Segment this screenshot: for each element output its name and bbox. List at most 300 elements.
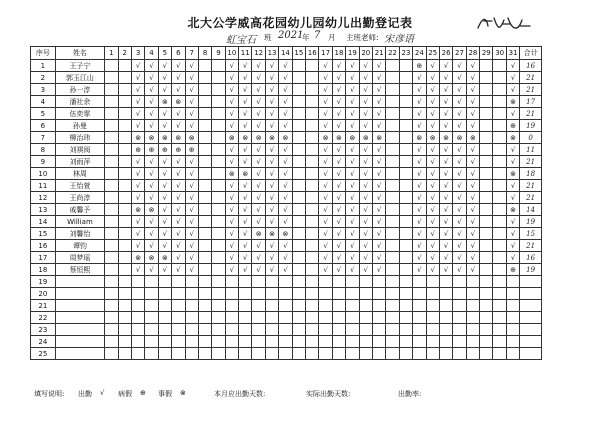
present-check-icon: √: [185, 264, 198, 276]
day-cell: [198, 216, 211, 228]
present-check-icon: √: [279, 252, 292, 264]
present-check-icon: √: [172, 264, 185, 276]
student-name: William: [55, 216, 104, 228]
table-row: [31, 252, 542, 264]
present-check-icon: √: [239, 216, 252, 228]
day-cell: [399, 180, 412, 192]
present-check-icon: √: [145, 120, 158, 132]
present-check-icon: √: [359, 156, 372, 168]
day-cell: [118, 192, 131, 204]
personal-leave-icon: ⊗: [172, 96, 185, 108]
personal-leave-icon: ⊗: [372, 132, 385, 144]
day-cell: [346, 336, 359, 348]
present-check-icon: √: [426, 216, 439, 228]
present-check-icon: √: [453, 96, 466, 108]
personal-leave-icon: ⊗: [506, 168, 519, 180]
table-row: [31, 300, 542, 312]
day-cell: [265, 336, 278, 348]
day-cell: [105, 264, 118, 276]
present-check-icon: √: [466, 168, 479, 180]
present-check-icon: √: [145, 180, 158, 192]
present-check-icon: √: [439, 60, 452, 72]
day-cell: [493, 156, 506, 168]
header-day-4: 4: [145, 47, 158, 60]
present-check-icon: √: [372, 264, 385, 276]
day-cell: [386, 336, 399, 348]
present-check-icon: √: [453, 180, 466, 192]
day-cell: [105, 276, 118, 288]
day-cell: [105, 132, 118, 144]
present-check-icon: √: [279, 216, 292, 228]
day-cell: [198, 324, 211, 336]
day-cell: [105, 192, 118, 204]
day-cell: [493, 132, 506, 144]
student-name: 伍奕霏: [55, 108, 104, 120]
table-row: [31, 192, 542, 204]
present-check-icon: √: [239, 264, 252, 276]
day-cell: [426, 276, 439, 288]
day-cell: [118, 348, 131, 360]
day-cell: [480, 252, 493, 264]
present-check-icon: √: [279, 144, 292, 156]
present-check-icon: √: [279, 120, 292, 132]
day-cell: [359, 336, 372, 348]
day-cell: [480, 108, 493, 120]
present-check-icon: √: [239, 96, 252, 108]
present-check-icon: √: [372, 120, 385, 132]
present-check-icon: √: [172, 84, 185, 96]
personal-leave-icon: ⊗: [346, 132, 359, 144]
present-check-icon: √: [372, 144, 385, 156]
present-check-icon: √: [319, 156, 332, 168]
row-total: 21: [520, 72, 542, 84]
present-check-icon: √: [506, 240, 519, 252]
present-check-icon: √: [145, 96, 158, 108]
row-number: 1: [31, 60, 56, 72]
student-name: 蔡恒熙: [55, 264, 104, 276]
day-cell: [359, 300, 372, 312]
day-cell: [506, 288, 519, 300]
day-cell: [105, 204, 118, 216]
present-check-icon: √: [158, 168, 171, 180]
table-row: [31, 216, 542, 228]
day-cell: [225, 276, 238, 288]
present-check-icon: √: [145, 192, 158, 204]
day-cell: [118, 120, 131, 132]
day-cell: [198, 228, 211, 240]
present-check-icon: √: [439, 120, 452, 132]
present-check-icon: √: [172, 204, 185, 216]
present-check-icon: √: [131, 180, 144, 192]
header-day-26: 26: [439, 47, 452, 60]
present-check-icon: √: [225, 144, 238, 156]
header-day-18: 18: [332, 47, 345, 60]
present-check-icon: √: [252, 96, 265, 108]
student-name: 柳治玮: [55, 132, 104, 144]
present-check-icon: √: [279, 264, 292, 276]
day-cell: [198, 252, 211, 264]
present-check-icon: √: [332, 84, 345, 96]
present-check-icon: √: [252, 204, 265, 216]
day-cell: [399, 300, 412, 312]
header-day-31: 31: [506, 47, 519, 60]
day-cell: [399, 204, 412, 216]
present-check-icon: √: [359, 252, 372, 264]
present-check-icon: √: [131, 264, 144, 276]
student-name: 刘祺阅: [55, 144, 104, 156]
day-cell: [386, 60, 399, 72]
day-cell: [386, 180, 399, 192]
day-cell: [480, 156, 493, 168]
personal-leave-icon: ⊗: [145, 252, 158, 264]
present-check-icon: √: [413, 84, 426, 96]
day-cell: [306, 108, 319, 120]
present-check-icon: √: [252, 156, 265, 168]
day-cell: [292, 216, 305, 228]
day-cell: [506, 300, 519, 312]
row-number: 11: [31, 180, 56, 192]
present-check-icon: √: [265, 72, 278, 84]
day-cell: [372, 324, 385, 336]
sick-leave-icon: ⊕: [413, 60, 426, 72]
day-cell: [399, 144, 412, 156]
present-check-icon: √: [466, 216, 479, 228]
student-name: [55, 276, 104, 288]
present-check-icon: √: [439, 192, 452, 204]
present-check-icon: √: [172, 240, 185, 252]
personal-leave-icon: ⊗: [426, 132, 439, 144]
day-cell: [212, 312, 225, 324]
present-check-icon: √: [332, 96, 345, 108]
legend: [0, 389, 600, 403]
present-check-icon: √: [359, 84, 372, 96]
day-cell: [386, 312, 399, 324]
day-cell: [386, 96, 399, 108]
present-check-icon: √: [158, 180, 171, 192]
present-check-icon: √: [131, 60, 144, 72]
day-cell: [198, 96, 211, 108]
present-check-icon: √: [453, 204, 466, 216]
present-check-icon: √: [185, 60, 198, 72]
row-number: 12: [31, 192, 56, 204]
day-cell: [212, 324, 225, 336]
day-cell: [105, 60, 118, 72]
day-cell: [493, 336, 506, 348]
day-cell: [265, 276, 278, 288]
present-check-icon: √: [172, 216, 185, 228]
day-cell: [198, 108, 211, 120]
present-check-icon: √: [426, 60, 439, 72]
day-cell: [118, 324, 131, 336]
year-value: 2021: [278, 30, 304, 41]
present-check-icon: √: [453, 240, 466, 252]
present-check-icon: √: [332, 240, 345, 252]
day-cell: [413, 288, 426, 300]
day-cell: [453, 336, 466, 348]
day-cell: [198, 336, 211, 348]
day-cell: [279, 276, 292, 288]
row-total: 19: [520, 264, 542, 276]
day-cell: [118, 288, 131, 300]
row-total: 19: [520, 216, 542, 228]
table-row: [31, 204, 542, 216]
present-check-icon: √: [185, 252, 198, 264]
day-cell: [332, 324, 345, 336]
row-number: 3: [31, 84, 56, 96]
sick-circle-plus-icon: ⊕: [140, 389, 146, 397]
day-cell: [105, 228, 118, 240]
row-number: 13: [31, 204, 56, 216]
present-check-icon: √: [319, 72, 332, 84]
day-cell: [225, 300, 238, 312]
present-check-icon: √: [426, 96, 439, 108]
day-cell: [493, 96, 506, 108]
row-number: 10: [31, 168, 56, 180]
present-check-icon: √: [319, 96, 332, 108]
day-cell: [239, 300, 252, 312]
header-number: 序号: [31, 47, 56, 60]
day-cell: [185, 348, 198, 360]
day-cell: [105, 72, 118, 84]
day-cell: [359, 348, 372, 360]
present-check-icon: √: [466, 72, 479, 84]
day-cell: [198, 240, 211, 252]
day-cell: [118, 216, 131, 228]
day-cell: [480, 312, 493, 324]
present-check-icon: √: [332, 192, 345, 204]
day-cell: [105, 300, 118, 312]
present-check-icon: √: [346, 192, 359, 204]
present-check-icon: √: [372, 84, 385, 96]
day-cell: [252, 348, 265, 360]
actual-days-label: 实际出勤天数:: [306, 390, 351, 398]
day-cell: [158, 288, 171, 300]
present-check-icon: √: [372, 192, 385, 204]
student-name: 王子宁: [55, 60, 104, 72]
day-cell: [292, 192, 305, 204]
present-check-icon: √: [439, 84, 452, 96]
day-cell: [292, 72, 305, 84]
day-cell: [306, 324, 319, 336]
present-check-icon: √: [319, 192, 332, 204]
day-cell: [279, 324, 292, 336]
day-cell: [105, 168, 118, 180]
row-total: [520, 276, 542, 288]
day-cell: [426, 300, 439, 312]
row-total: [520, 336, 542, 348]
day-cell: [399, 96, 412, 108]
student-name: [55, 300, 104, 312]
day-cell: [346, 312, 359, 324]
day-cell: [306, 312, 319, 324]
day-cell: [506, 276, 519, 288]
header-day-22: 22: [386, 47, 399, 60]
present-check-icon: √: [439, 96, 452, 108]
present-check-icon: √: [145, 60, 158, 72]
day-cell: [506, 348, 519, 360]
sick-leave-icon: ⊕: [506, 120, 519, 132]
personal-leave-icon: ⊗: [131, 204, 144, 216]
present-check-icon: √: [185, 96, 198, 108]
header-day-12: 12: [252, 47, 265, 60]
present-check-icon: √: [158, 60, 171, 72]
present-check-icon: √: [346, 96, 359, 108]
day-cell: [399, 312, 412, 324]
day-cell: [225, 312, 238, 324]
present-check-icon: √: [439, 156, 452, 168]
student-name: [55, 324, 104, 336]
day-cell: [118, 72, 131, 84]
table-row: [31, 120, 542, 132]
day-cell: [158, 300, 171, 312]
day-cell: [239, 336, 252, 348]
row-total: [520, 300, 542, 312]
day-cell: [158, 348, 171, 360]
day-cell: [212, 72, 225, 84]
present-check-icon: √: [239, 156, 252, 168]
day-cell: [292, 84, 305, 96]
day-cell: [118, 240, 131, 252]
day-cell: [480, 228, 493, 240]
day-cell: [493, 324, 506, 336]
personal-leave-icon: ⊗: [131, 252, 144, 264]
header-day-20: 20: [359, 47, 372, 60]
day-cell: [493, 300, 506, 312]
day-cell: [105, 84, 118, 96]
personal-leave-icon: ⊗: [131, 132, 144, 144]
day-cell: [359, 288, 372, 300]
header-day-11: 11: [239, 47, 252, 60]
day-cell: [306, 228, 319, 240]
day-cell: [118, 60, 131, 72]
present-check-icon: √: [413, 168, 426, 180]
day-cell: [252, 276, 265, 288]
personal-leave-icon: ⊗: [413, 132, 426, 144]
present-check-icon: √: [439, 144, 452, 156]
day-cell: [265, 312, 278, 324]
present-check-icon: √: [158, 84, 171, 96]
present-check-icon: √: [225, 204, 238, 216]
table-row: [31, 156, 542, 168]
sick-leave-icon: ⊕: [158, 144, 171, 156]
student-name: 周梦瑶: [55, 252, 104, 264]
day-cell: [212, 264, 225, 276]
present-check-icon: √: [225, 228, 238, 240]
present-check-icon: √: [426, 240, 439, 252]
present-check-icon: √: [252, 60, 265, 72]
day-cell: [480, 276, 493, 288]
day-cell: [158, 336, 171, 348]
day-cell: [332, 288, 345, 300]
day-cell: [332, 276, 345, 288]
day-cell: [198, 180, 211, 192]
day-cell: [306, 300, 319, 312]
row-number: 14: [31, 216, 56, 228]
day-cell: [386, 288, 399, 300]
present-check-icon: √: [372, 72, 385, 84]
day-cell: [131, 336, 144, 348]
personal-leave-icon: ⊗: [252, 132, 265, 144]
present-check-icon: √: [426, 168, 439, 180]
day-cell: [131, 348, 144, 360]
month-value: 7: [314, 30, 321, 41]
header-day-19: 19: [346, 47, 359, 60]
day-cell: [239, 288, 252, 300]
header-day-16: 16: [306, 47, 319, 60]
day-cell: [265, 288, 278, 300]
table-row: [31, 108, 542, 120]
day-cell: [118, 312, 131, 324]
day-cell: [118, 264, 131, 276]
day-cell: [493, 264, 506, 276]
present-check-icon: √: [346, 108, 359, 120]
present-check-icon: √: [185, 84, 198, 96]
header-day-7: 7: [185, 47, 198, 60]
month-label: 月: [328, 33, 336, 42]
personal-leave-icon: ⊗: [279, 132, 292, 144]
day-cell: [105, 288, 118, 300]
day-cell: [131, 276, 144, 288]
personal-leave-icon: ⊗: [506, 96, 519, 108]
day-cell: [198, 348, 211, 360]
day-cell: [493, 72, 506, 84]
day-cell: [453, 324, 466, 336]
day-cell: [158, 312, 171, 324]
day-cell: [386, 204, 399, 216]
present-check-icon: √: [372, 180, 385, 192]
table-row: [31, 288, 542, 300]
student-name: 谭钧: [55, 240, 104, 252]
present-check-icon: √: [239, 252, 252, 264]
day-cell: [292, 288, 305, 300]
header-total: 合计: [520, 47, 542, 60]
present-check-icon: √: [332, 252, 345, 264]
present-check-icon: √: [185, 108, 198, 120]
day-cell: [292, 312, 305, 324]
personal-leave-icon: ⊗: [439, 132, 452, 144]
day-cell: [306, 144, 319, 156]
day-cell: [225, 336, 238, 348]
day-cell: [198, 288, 211, 300]
present-check-icon: √: [346, 252, 359, 264]
header-day-13: 13: [265, 47, 278, 60]
sick-leave-icon: ⊕: [172, 144, 185, 156]
day-cell: [493, 108, 506, 120]
day-cell: [480, 204, 493, 216]
present-check-icon: √: [413, 192, 426, 204]
day-cell: [212, 108, 225, 120]
day-cell: [466, 336, 479, 348]
day-cell: [131, 324, 144, 336]
present-check-icon: √: [439, 108, 452, 120]
day-cell: [319, 324, 332, 336]
header-day-23: 23: [399, 47, 412, 60]
header-day-21: 21: [372, 47, 385, 60]
day-cell: [372, 336, 385, 348]
day-cell: [346, 324, 359, 336]
present-check-icon: √: [131, 192, 144, 204]
day-cell: [198, 264, 211, 276]
day-cell: [466, 324, 479, 336]
day-cell: [480, 72, 493, 84]
present-check-icon: √: [265, 60, 278, 72]
day-cell: [118, 96, 131, 108]
present-check-icon: √: [279, 180, 292, 192]
day-cell: [372, 276, 385, 288]
present-check-icon: √: [346, 228, 359, 240]
day-cell: [399, 240, 412, 252]
day-cell: [292, 132, 305, 144]
